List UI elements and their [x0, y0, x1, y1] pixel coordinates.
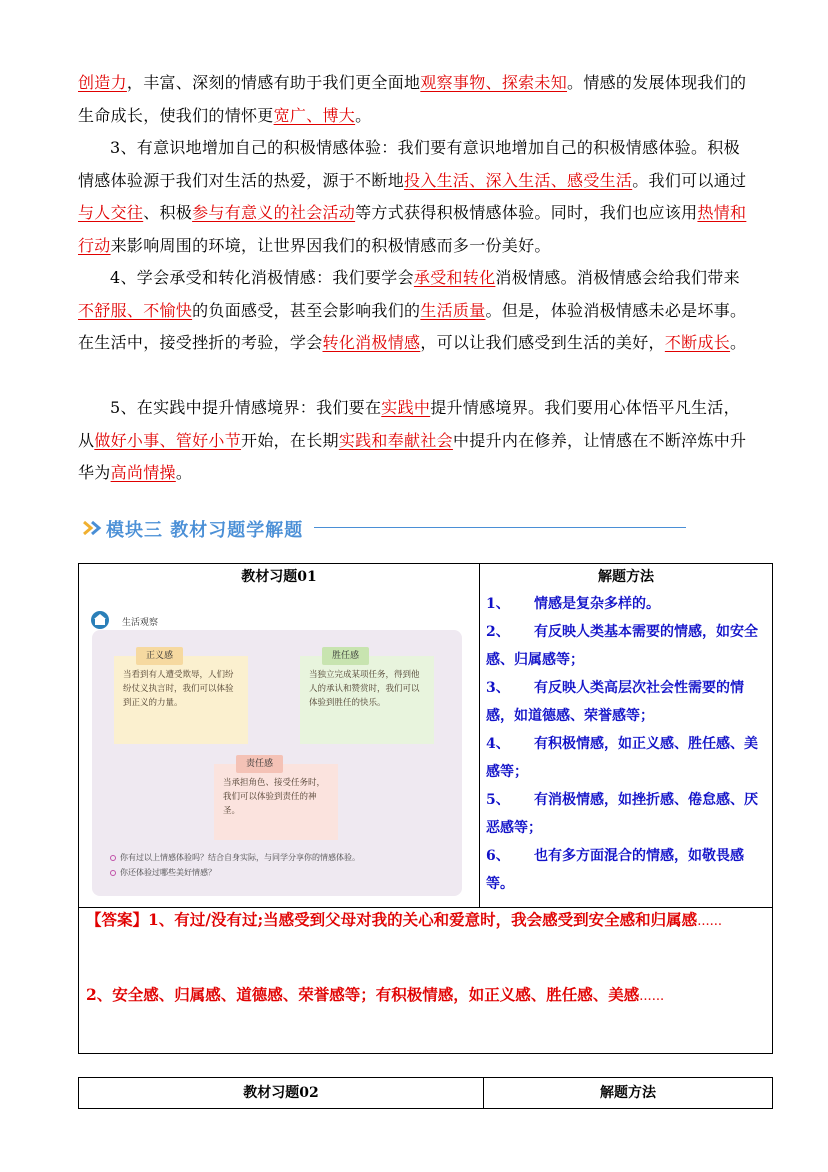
method-item: 3、 有反映人类高层次社会性需要的情感，如道德感、荣誉感等； [486, 680, 744, 724]
method-item: 6、 也有多方面混合的情感，如敬畏感等。 [486, 848, 744, 892]
table1-right-header: 解题方法 [598, 569, 654, 585]
note-justice [114, 651, 248, 744]
note-tag: 胜任感 [322, 647, 369, 665]
table1-left-header: 教材习题01 [241, 569, 317, 585]
note-tag: 正义感 [136, 647, 183, 665]
note-text: 当看到有人遭受欺辱，人们纷纷仗义执言时，我们可以体验到正义的力量。 [123, 670, 234, 708]
illustration-section-label: 生活观察 [122, 618, 159, 628]
module-title: 模块三 教材习题学解题 [106, 520, 304, 541]
method-item: 1、 情感是复杂多样的。 [486, 596, 660, 612]
double-chevron-icon [82, 520, 104, 536]
method-list [486, 590, 768, 898]
illustration-question-2: 你还体验过哪些美好情感？ [110, 867, 216, 878]
paragraph-practice: 5、在实践中提升情感境界：我们要在实践中提升情感境界。我们要用心体悟平凡生活，从做好小事、管好小节开始，在长期实践和奉献社会中提升内在修养，让情感在不断淬炼中升华为高尚情操。 [78, 398, 747, 482]
table2-left-header: 教材习题02 [243, 1085, 319, 1101]
bullet-icon [110, 870, 116, 876]
note-responsibility [214, 759, 338, 840]
heading-rule [314, 527, 686, 528]
method-item: 5、 有消极情感，如挫折感、倦怠感、厌恶感等； [486, 792, 758, 836]
paragraph-emotion-growth: 创造力，丰富、深刻的情感有助于我们更全面地观察事物、探索未知。情感的发展体现我们的生命成长，使我们的情怀更宽广、博大。 [78, 73, 747, 125]
paragraph-negative-emotion: 4、学会承受和转化消极情感：我们要学会承受和转化消极情感。消极情感会给我们带来不舒服、不愉快的负面感受，甚至会影响我们的生活质量。但是，体验消极情感未必是坏事。在生活中，接受挫折的考验，学会转化消极情感，可以让我们感受到生活的美好，不断成长。 [78, 268, 747, 352]
answer-line-1: 【答案】1、有过/没有过;当感受到父母对我的关心和爱意时，我会感受到安全感和归属感...... [86, 910, 722, 929]
note-competence [300, 651, 434, 744]
method-item: 4、 有积极情感，如正义感、胜任感、美感等； [486, 736, 758, 780]
paragraph-positive-emotion: 3、有意识地增加自己的积极情感体验：我们要有意识地增加自己的积极情感体验。积极情感体验源于我们对生活的热爱，源于不断地投入生活、深入生活、感受生活。我们可以通过与人交往、积极参与有意义的社会活动等方式获得积极情感体验。同时，我们也应该用热情和行动来影响周围的环境，让世界因我们的积极情感而多一份美好。 [78, 138, 747, 255]
module-heading [82, 513, 612, 545]
table2-right-header: 解题方法 [600, 1085, 656, 1101]
answer-line-2: 2、安全感、归属感、道德感、荣誉感等；有积极情感，如正义感、胜任感、美感...... [86, 985, 665, 1004]
note-text: 当独立完成某项任务，得到他人的承认和赞赏时，我们可以体验到胜任的快乐。 [309, 670, 420, 708]
illustration-question-1: 你有过以上情感体验吗？结合自身实际，与同学分享你的情感体验。 [110, 852, 360, 863]
note-tag: 责任感 [236, 755, 283, 773]
textbook-illustration [88, 606, 466, 898]
note-text: 当承担角色、接受任务时，我们可以体验到责任的神圣。 [223, 778, 326, 816]
method-item: 2、 有反映人类基本需要的情感，如安全感、归属感等； [486, 624, 758, 668]
bullet-icon [110, 855, 116, 861]
life-observation-icon [90, 610, 110, 630]
